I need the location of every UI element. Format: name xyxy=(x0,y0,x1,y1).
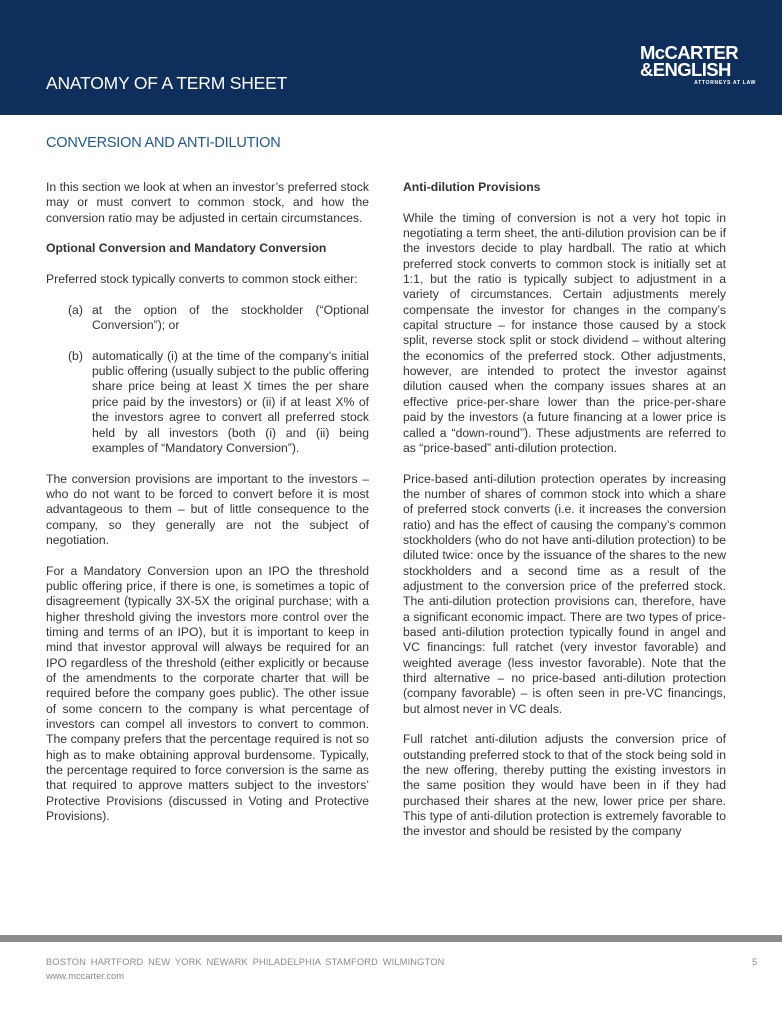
right-column xyxy=(403,180,726,855)
list-text: at the option of the stockholder (“Optional Conversion”); or xyxy=(92,302,369,333)
page-number: 5 xyxy=(752,957,758,967)
logo-tagline: ATTORNEYS AT LAW xyxy=(694,80,756,86)
left-column xyxy=(46,180,369,840)
footer-website-link[interactable]: www.mccarter.com xyxy=(46,971,125,981)
subheading-conversion: Optional Conversion and Mandatory Conversion xyxy=(46,241,327,256)
logo-line-2: &ENGLISH xyxy=(640,59,731,80)
body-paragraph: The conversion provisions are important to the investors – who do not want to be forced to convert before it is most advantageous to them – but of little consequence to the company, so they generally are not the subject of negotiation. xyxy=(46,471,369,547)
body-paragraph: Full ratchet anti-dilution adjusts the conversion price of outstanding preferred stock to that of the stock being sold in the new offering, thereby putting the existing investors in the same position they would have been in if they had purchased their shares at the new, lower price per share. This type of anti-dilution protection is extremely favorable to the investor and should be resisted by the company xyxy=(403,732,726,839)
body-paragraph: While the timing of conversion is not a very hot topic in negotiating a term sheet, the anti-dilution provision can be if the investors decide to play hardball. The ratio at which preferred stock converts to common stock is initially set at 1:1, but the ratio is typically subject to adjustment in a variety of circumstances. Certain adjustments merely compensate the investor for changes in the company’s capital structure – for instance those caused by a stock split, reverse stock split or stock dividend – without altering the economics of the preferred stock. Other adjustments, however, are intended to protect the investor against dilution caused when the company issues shares at an effective price-per-share lower than the price-per-share paid by the investors (a future financing at a lower price is called a “down-round”). These adjustments are referred to as “price-based” anti-dilution protection. xyxy=(403,210,726,455)
logo-line-1: McCARTER xyxy=(640,42,738,63)
list-marker: (b) xyxy=(68,348,83,363)
page-header xyxy=(0,0,782,115)
document-title: ANATOMY OF A TERM SHEET xyxy=(46,73,288,93)
list-marker: (a) xyxy=(68,302,83,317)
section-title: CONVERSION AND ANTI-DILUTION xyxy=(46,135,281,151)
body-paragraph: Price-based anti-dilution protection operates by increasing the number of shares of common stock into which a share of preferred stock converts (i.e. it increases the conversion ratio) and has the effect of causing the company’s common stockholders (who do not have anti-dilution protection) to be diluted twice: once by the issuance of the shares to the new stockholders and a second time as a result of the adjustment to the conversion price of the preferred stock. The anti-dilution protection provisions can, therefore, have a significant economic impact. There are two types of price-based anti-dilution protection typically found in angel and VC financings: full ratchet (very investor favorable) and weighted average (less investor favorable). Note that the third alternative – no price-based anti-dilution protection (company favorable) – is often seen in pre-VC financings, but almost never in VC deals. xyxy=(403,471,726,716)
footer-offices: BOSTON HARTFORD NEW YORK NEWARK PHILADELPHIA STAMFORD WILMINGTON xyxy=(46,957,445,967)
footer-divider xyxy=(0,935,782,942)
lead-paragraph: Preferred stock typically converts to common stock either: xyxy=(46,272,358,287)
list-item xyxy=(68,303,369,334)
list-text: automatically (i) at the time of the company’s initial public offering (usually subject to the public offering share price being at least X times the per share price paid by the investors) or (ii) if at least X% of the investors agree to convert all preferred stock held by all investors (both (i) and (ii) being examples of “Mandatory Conversion”). xyxy=(92,348,369,455)
firm-logo xyxy=(640,44,756,86)
subheading-anti-dilution: Anti-dilution Provisions xyxy=(403,180,541,194)
intro-paragraph: In this section we look at when an investor’s preferred stock may or must convert to common stock, and how the conversion ratio may be adjusted in certain circumstances. xyxy=(46,180,369,225)
list-item xyxy=(68,349,369,456)
body-paragraph: For a Mandatory Conversion upon an IPO the threshold public offering price, if there is one, is sometimes a topic of disagreement (typically 3X-5X the original purchase; with a higher threshold giving the investors more control over the timing and terms of an IPO), but it is important to keep in mind that investor approval will always be required for an IPO regardless of the threshold (either explicitly or because of the amendments to the corporate charter that will be required before the company goes public). The other issue of some concern to the company is what percentage of investors can compel all investors to convert to common. The company prefers that the percentage required is not so high as to make obtaining approval burdensome. Typically, the percentage required to force conversion is the same as that required to approve matters subject to the investors’ Protective Provisions (discussed in Voting and Protective Provisions). xyxy=(46,563,369,824)
